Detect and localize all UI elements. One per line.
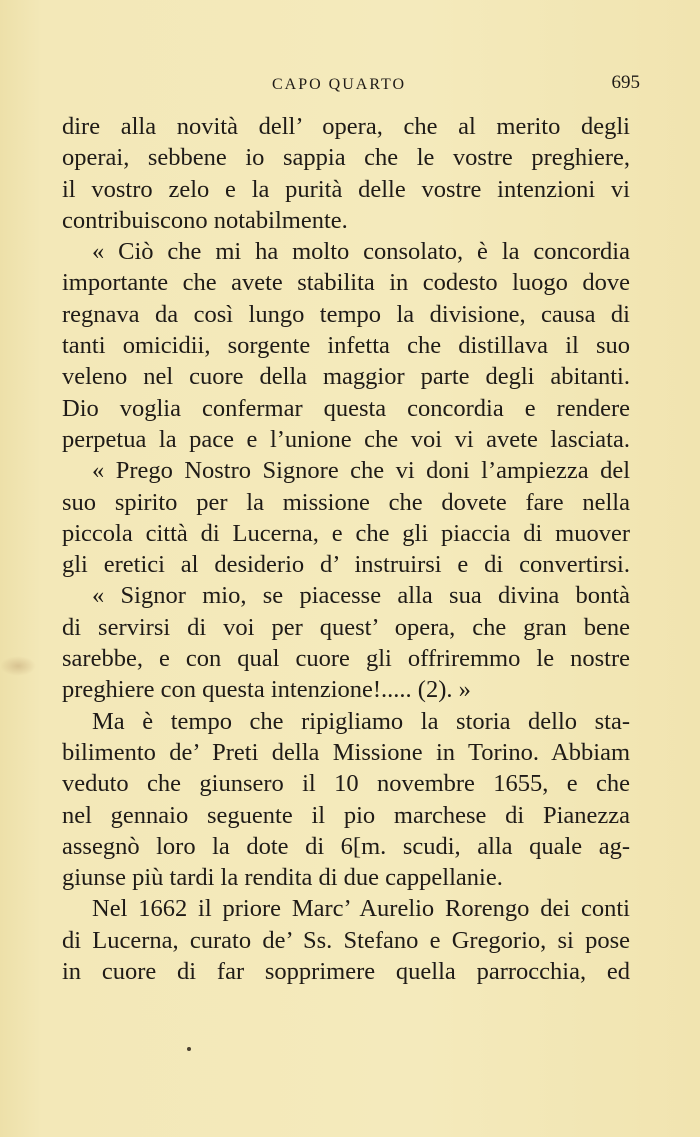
- text-line: dire alla novità dell’ opera, che al merito degli: [62, 113, 630, 140]
- text-line: contribuiscono notabilmente.: [62, 206, 348, 234]
- text-line: bilimento de’ Preti della Missione in Torino. Abbiam: [62, 738, 630, 766]
- text-line: operai, sebbene io sappia che le vostre preghiere,: [62, 144, 630, 172]
- body-text: [62, 111, 630, 987]
- text-line: di servirsi di voi per quest’ opera, che gran bene: [62, 613, 630, 641]
- chapter-title: CAPO QUARTO: [272, 76, 407, 93]
- text-line: regnava da così lungo tempo la divisione, causa di: [62, 300, 630, 328]
- text-line: preghiere con questa intenzione!..... (2). »: [62, 676, 471, 704]
- text-line: perpetua la pace e l’unione che voi vi avete lasciata.: [62, 425, 630, 453]
- ink-speck: [187, 1047, 191, 1051]
- text-line: assegnò loro la dote di 6[m. scudi, alla quale ag-: [62, 832, 630, 860]
- paper-stain: [0, 656, 36, 676]
- text-line: Nel 1662 il priore Marc’ Aurelio Rorengo dei conti: [92, 895, 630, 923]
- text-line: gli eretici al desiderio d’ instruirsi e di convertirsi.: [62, 551, 630, 579]
- text-line: Dio voglia confermar questa concordia e rendere: [62, 394, 630, 422]
- text-line: giunse più tardi la rendita di due cappellanie.: [62, 864, 503, 892]
- text-line: « Signor mio, se piacesse alla sua divina bontà: [92, 582, 630, 610]
- text-line: il vostro zelo e la purità delle vostre intenzioni vi: [62, 175, 630, 203]
- text-line: in cuore di far sopprimere quella parrocchia, ed: [62, 958, 630, 986]
- text-line: sarebbe, e con qual cuore gli offriremmo le nostre: [62, 645, 630, 673]
- text-line: di Lucerna, curato de’ Ss. Stefano e Gregorio, si pose: [62, 926, 630, 954]
- text-line: importante che avete stabilita in codesto luogo dove: [62, 269, 630, 297]
- text-line: suo spirito per la missione che dovete fare nella: [62, 488, 630, 516]
- text-line: « Ciò che mi ha molto consolato, è la concordia: [92, 238, 630, 266]
- text-line: Ma è tempo che ripigliamo la storia dello sta-: [92, 707, 630, 735]
- running-head: [0, 72, 700, 98]
- text-line: piccola città di Lucerna, e che gli piaccia di muover: [62, 519, 630, 547]
- text-line: nel gennaio seguente il pio marchese di Pianezza: [62, 801, 630, 829]
- page-number: 695: [611, 72, 640, 93]
- text-line: veduto che giunsero il 10 novembre 1655, e che: [62, 770, 630, 798]
- text-line: tanti omicidii, sorgente infetta che distillava il suo: [62, 332, 630, 360]
- text-line: veleno nel cuore della maggior parte degli abitanti.: [62, 363, 630, 391]
- text-line: « Prego Nostro Signore che vi doni l’ampiezza del: [92, 457, 630, 485]
